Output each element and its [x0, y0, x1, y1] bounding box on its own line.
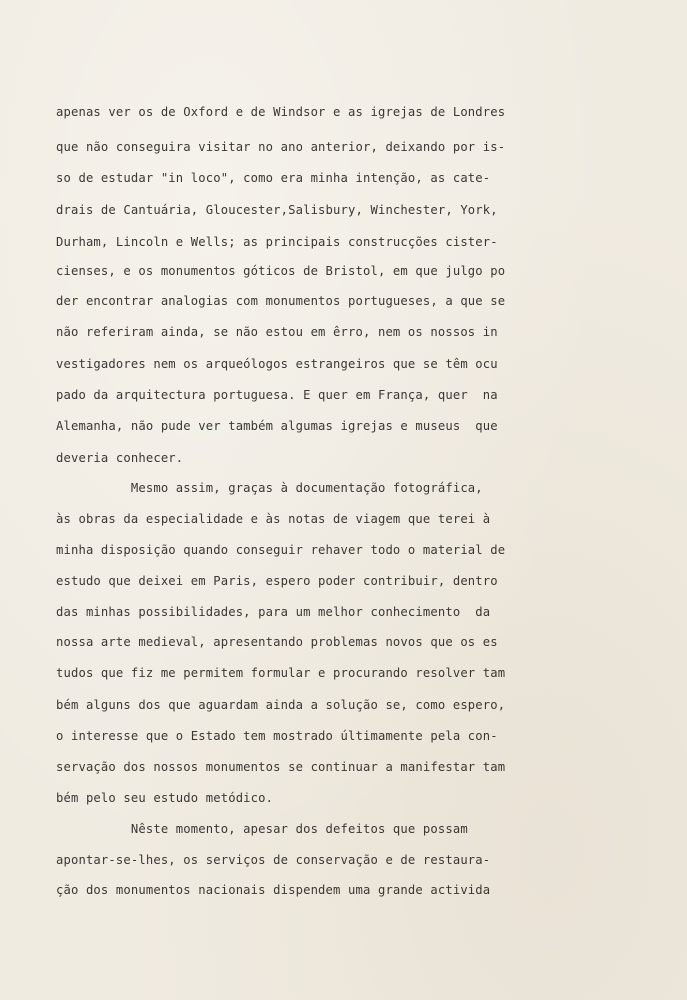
text-line: vestigadores nem os arqueólogos estrangeiros que se têm ocu [56, 357, 498, 371]
text-line: estudo que deixei em Paris, espero poder contribuir, dentro [56, 574, 498, 588]
text-line: so de estudar "in loco", como era minha intenção, as cate- [56, 171, 491, 185]
text-line: deveria conhecer. [56, 451, 184, 465]
text-line: tudos que fiz me permitem formular e procurando resolver tam [56, 666, 506, 680]
text-line: que não conseguira visitar no ano anterior, deixando por is- [56, 140, 506, 154]
text-line: ção dos monumentos nacionais dispendem uma grande activida [56, 883, 491, 897]
text-line: Nêste momento, apesar dos defeitos que possam [56, 822, 468, 836]
text-line: Alemanha, não pude ver também algumas igrejas e museus que [56, 419, 498, 433]
text-line: nossa arte medieval, apresentando problemas novos que os es [56, 635, 498, 649]
text-line: cienses, e os monumentos góticos de Bristol, em que julgo po [56, 264, 506, 278]
text-line: der encontrar analogias com monumentos portugueses, a que se [56, 294, 506, 308]
text-line: apenas ver os de Oxford e de Windsor e as igrejas de Londres [56, 105, 506, 119]
text-line: o interesse que o Estado tem mostrado últimamente pela con- [56, 729, 498, 743]
text-line: às obras da especialidade e às notas de viagem que terei à [56, 512, 491, 526]
text-line: Durham, Lincoln e Wells; as principais construcções cister- [56, 235, 498, 249]
text-line: servação dos nossos monumentos se continuar a manifestar tam [56, 760, 506, 774]
text-line: não referiram ainda, se não estou em êrro, nem os nossos in [56, 325, 498, 339]
text-line: apontar-se-lhes, os serviços de conservação e de restaura- [56, 853, 491, 867]
text-line: bém alguns dos que aguardam ainda a solução se, como espero, [56, 698, 506, 712]
text-line: Mesmo assim, graças à documentação fotográfica, [56, 481, 483, 495]
text-line: drais de Cantuária, Gloucester,Salisbury, Winchester, York, [56, 203, 498, 217]
text-line: minha disposição quando conseguir rehaver todo o material de [56, 543, 506, 557]
text-line: das minhas possibilidades, para um melhor conhecimento da [56, 605, 491, 619]
text-line: bém pelo seu estudo metódico. [56, 791, 274, 805]
text-line: pado da arquitectura portuguesa. E quer em França, quer na [56, 388, 498, 402]
